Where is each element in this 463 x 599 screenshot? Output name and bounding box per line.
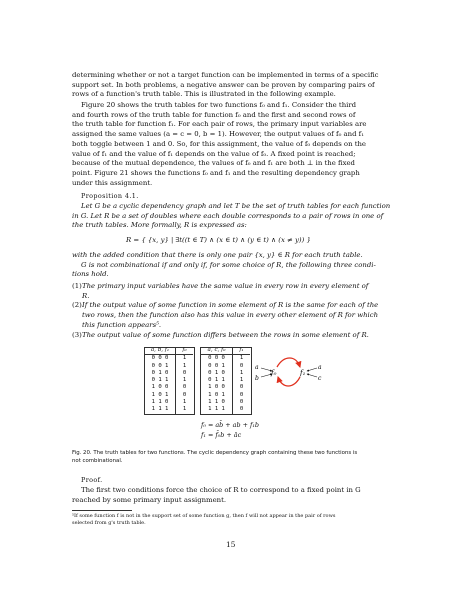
proposition-line: Let G be a cyclic dependency graph and let T be the set of truth tables for each function [81, 202, 391, 210]
body-line: the truth table for function f₁. For each pair of rows, the primary input variables are [72, 120, 367, 129]
body-line: support set. In both problems, a negative answer can be proven by comparing pairs of [72, 80, 375, 89]
condition-2: (2)If the output value of some function in some element of R is the same for each of the [72, 301, 379, 310]
proof-line: The first two conditions force the choice of R to correspond to a fixed point in G [81, 486, 361, 494]
graph-input-b-left: b [255, 375, 259, 382]
condition-1-cont: R. [82, 291, 90, 300]
graph-input-c-right: c [318, 375, 322, 382]
proposition-line: the truth tables. More formally, R is expressed as: [72, 221, 247, 230]
graph-edge-f1-to-f0 [278, 377, 300, 386]
condition-2-cont: two rows, then the function also has this value in every other element of R for which [82, 311, 379, 320]
graph-edge-f0-to-f1 [277, 358, 300, 367]
proposition-line: with the added condition that there is only one pair {x, y} ∈ R for each truth table. [72, 251, 363, 259]
condition-2-cont: this function appears⁵. [82, 320, 162, 329]
condition-3: (3)The output value of some function differs between the rows in some element of R. [72, 330, 369, 339]
proposition-heading: Proposition 4.1. [81, 192, 139, 200]
proposition-line: G is not combinational if and only if, for some choice of R, the following three condi- [81, 260, 376, 269]
graph-input-a-right: a [318, 364, 322, 371]
footnote-rule [72, 510, 132, 511]
footnote-line: selected from g's truth table. [72, 520, 146, 526]
truth-table-f0: a, b, f₁ f₀ 0 0 0 1 0 0 1 1 0 1 0 0 0 1 1 1 1 0 0 0 1 0 1 0 1 1 0 1 1 1 1 1 [145, 347, 193, 414]
proof-line: reached by some primary input assignment. [72, 495, 227, 504]
page-number: 15 [226, 540, 236, 549]
formula: R = { {x, y} | ∃t((t ∈ T) ∧ (x ∈ t) ∧ (y ∈ t) ∧ (x ≠ y)) } [126, 236, 311, 244]
graph-node-f0: f₀ [271, 369, 277, 377]
body-line: under this assignment. [72, 178, 153, 187]
body-line: determining whether or not a target function can be implemented in terms of a specific [72, 71, 379, 79]
body-line: both toggle between 1 and 0. So, for this assignment, the value of f₀ depends on the [72, 139, 366, 148]
body-line: and fourth rows of the truth table for function f₀ and the first and second rows of [72, 110, 356, 119]
body-line: point. Figure 21 shows the functions f₀ and f₁ and the resulting dependency graph [72, 168, 360, 177]
condition-1: (1)The primary input variables have the same value in every row in every element of [72, 282, 369, 290]
dependency-graph [254, 355, 324, 389]
body-line: rows of a function's truth table. This is illustrated in the following example. [72, 90, 336, 99]
proposition-line: in G. Let R be a set of doubles where each double corresponds to a pair of rows in one of [72, 211, 384, 220]
graph-input-a-left: a [255, 364, 259, 371]
equation-f0: f₀ = ab̄ + ab + f₁b [201, 421, 259, 429]
truth-table-f1: a, c, f₀ f₁ 0 0 0 1 0 0 1 0 0 1 0 1 0 1 1 1 1 0 0 0 1 0 1 0 1 1 0 0 1 1 1 0 [201, 347, 250, 414]
figure-caption: not combinational. [72, 458, 123, 464]
proof-heading: Proof. [81, 476, 103, 484]
body-line: assigned the same values (a = c = 0, b = 1). However, the output values of f₀ and f₁ [72, 130, 364, 139]
proposition-line: tions hold. [72, 270, 109, 279]
footnote-line: ⁵If some function f is not in the support set of some function g, then f will not appear in the pair of rows [72, 513, 336, 519]
graph-node-f1: f₁ [300, 369, 306, 377]
input-edge-c-right [307, 374, 317, 377]
figure-caption: Fig. 20. The truth tables for two functions. The cyclic dependency graph containing these two functions is [72, 450, 358, 456]
input-edge-a-right [307, 368, 317, 371]
body-line: value of f₁ and the value of f₁ depends on the value of f₀. A fixed point is reached; [72, 149, 356, 158]
body-line: Figure 20 shows the truth tables for two functions f₀ and f₁. Consider the third [81, 101, 357, 109]
equation-f1: f₁ = f̄₀b + āc [201, 431, 242, 439]
body-line: because of the mutual dependence, the values of f₀ and f₁ are both ⊥ in the fixed [72, 159, 355, 168]
